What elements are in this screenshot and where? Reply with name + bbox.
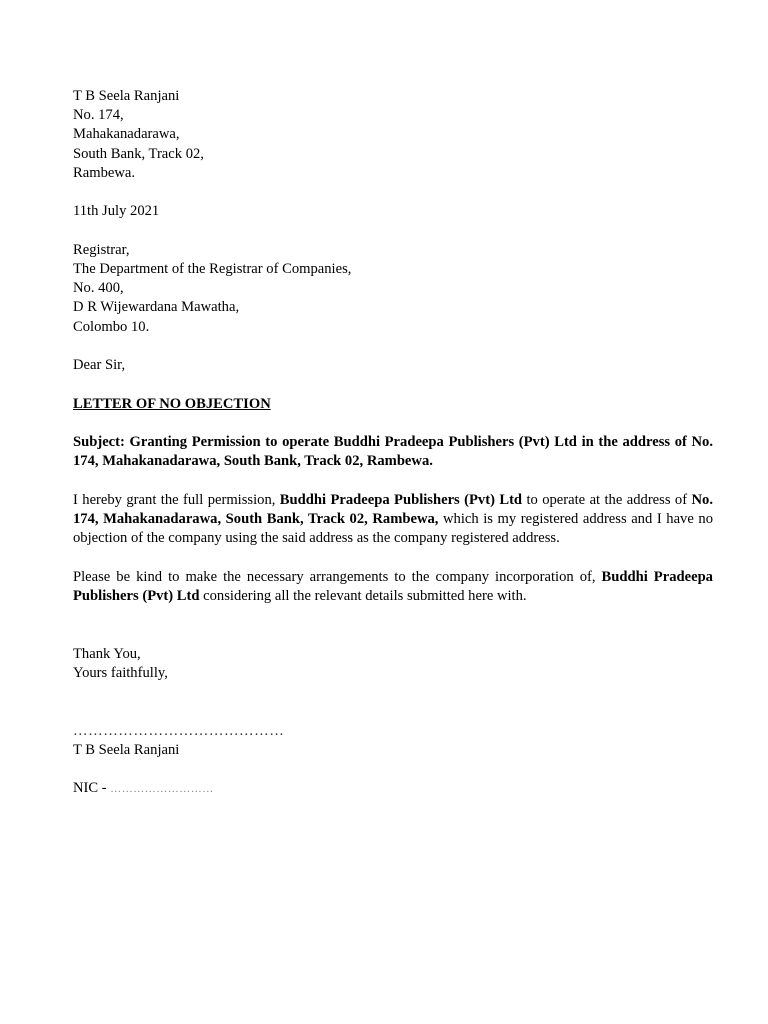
recipient-line: Colombo 10. bbox=[73, 318, 150, 335]
closing-yours: Yours faithfully, bbox=[73, 664, 168, 681]
letter-date: 11th July 2021 bbox=[73, 203, 160, 220]
sender-name: T B Seela Ranjani bbox=[73, 88, 180, 104]
sender-address-line: No. 174, bbox=[73, 107, 124, 124]
signatory-name: T B Seela Ranjani bbox=[73, 741, 180, 758]
nic-blank: ……………………… bbox=[110, 783, 214, 796]
recipient-line: Registrar, bbox=[73, 241, 130, 258]
recipient-line: The Department of the Registrar of Companies, bbox=[73, 261, 352, 278]
sender-block bbox=[73, 87, 713, 183]
company-name: Buddhi Pradeepa Publishers (Pvt) Ltd bbox=[73, 568, 713, 604]
letter-heading: LETTER OF NO OBJECTION bbox=[73, 395, 271, 412]
recipient-block bbox=[73, 241, 713, 337]
company-name: Buddhi Pradeepa Publishers (Pvt) Ltd bbox=[279, 491, 523, 508]
sender-address-line: Mahakanadarawa, bbox=[73, 126, 180, 143]
body-paragraph-permission bbox=[73, 491, 713, 549]
recipient-line: D R Wijewardana Mawatha, bbox=[73, 299, 240, 316]
sender-address-line: Rambewa. bbox=[73, 164, 136, 181]
body-text: considering all the relevant details submitted here with. bbox=[199, 587, 527, 604]
signature-block bbox=[73, 722, 713, 800]
salutation: Dear Sir, bbox=[73, 357, 126, 374]
closing-thanks: Thank You, bbox=[73, 645, 141, 662]
recipient-line: No. 400, bbox=[73, 280, 124, 297]
nic-label: NIC - bbox=[73, 780, 111, 797]
body-text: Please be kind to make the necessary arrangements to the company incorporation of, bbox=[73, 568, 602, 585]
body-text: which is my registered address and I have no objection of the company using the said address as the company registered address. bbox=[73, 511, 713, 547]
body-text: I hereby grant the full permission, bbox=[73, 491, 280, 508]
body-paragraph-request bbox=[73, 568, 713, 606]
subject-line: Subject: Granting Permission to operate Buddhi Pradeepa Publishers (Pvt) Ltd in the address of No. 174, Mahakanadarawa, South Bank, Track 02, Rambewa. bbox=[73, 434, 713, 470]
closing-block bbox=[73, 645, 713, 683]
letter-page bbox=[73, 87, 713, 799]
body-text: to operate at the address of bbox=[522, 491, 692, 508]
nic-field bbox=[73, 779, 713, 799]
registered-address: No. 174, Mahakanadarawa, South Bank, Track 02, Rambewa, bbox=[73, 491, 713, 528]
signature-line: …………………………………… bbox=[73, 722, 285, 739]
sender-address-line: South Bank, Track 02, bbox=[73, 145, 204, 162]
